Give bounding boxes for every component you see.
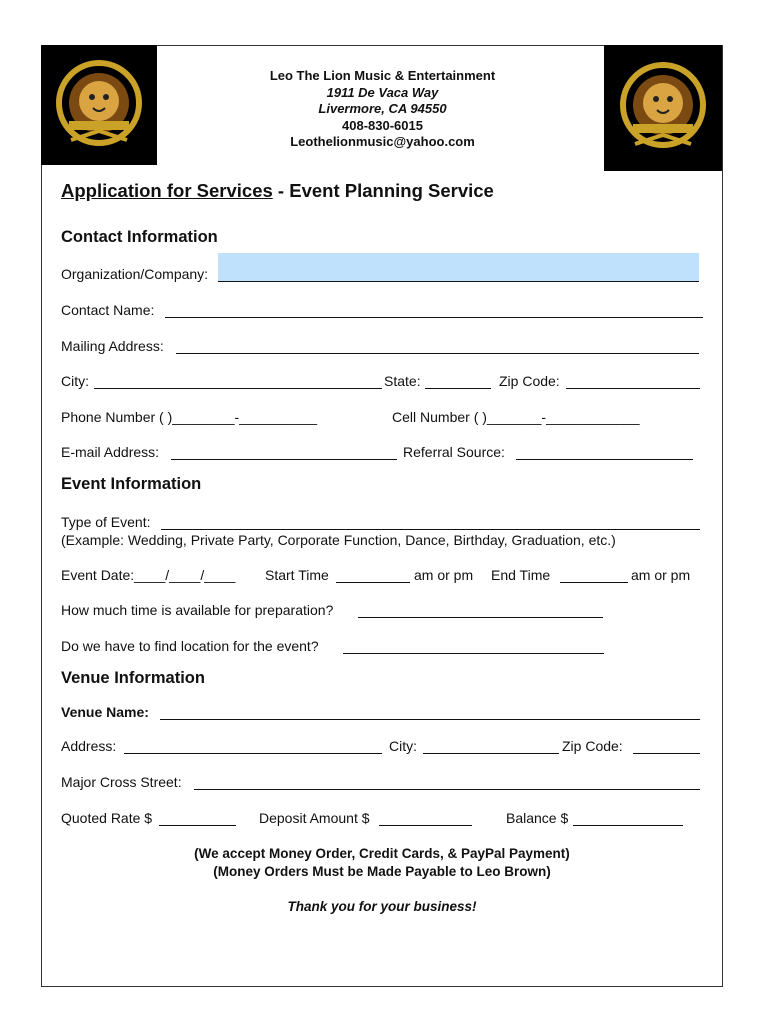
zip-label: Zip Code: <box>499 373 560 389</box>
zip-field[interactable] <box>566 388 700 389</box>
venue-name-field[interactable] <box>160 719 700 720</box>
company-name: Leo The Lion Music & Entertainment <box>269 68 496 83</box>
venue-city-label: City: <box>389 738 417 754</box>
venue-address-label: Address: <box>61 738 117 754</box>
company-city: Livermore, CA 94550 <box>318 101 447 116</box>
payable-note: (Money Orders Must be Made Payable to Leo Brown) <box>213 864 551 879</box>
title-main: Application for Services <box>61 180 273 201</box>
contact-name-label: Contact Name: <box>61 302 155 318</box>
balance-field[interactable] <box>573 825 683 826</box>
page-title <box>61 180 494 202</box>
referral-field[interactable] <box>516 459 693 460</box>
company-street: 1911 De Vaca Way <box>326 84 439 100</box>
mailing-address-label: Mailing Address: <box>61 338 164 354</box>
state-field[interactable] <box>425 388 491 389</box>
cross-street-label: Major Cross Street: <box>61 774 182 790</box>
deposit-label: Deposit Amount $ <box>259 810 370 826</box>
city-field[interactable] <box>94 388 382 389</box>
event-date-field[interactable]: Event Date:____/____/____ <box>61 567 236 583</box>
find-location-label: Do we have to find location for the event? <box>61 638 319 654</box>
venue-zip-label: Zip Code: <box>562 738 623 754</box>
start-time-label: Start Time <box>265 567 329 583</box>
venue-heading: Venue Information <box>61 669 205 687</box>
referral-label: Referral Source: <box>403 444 505 460</box>
thank-you-note: Thank you for your business! <box>287 899 477 914</box>
find-location-field[interactable] <box>343 653 604 654</box>
organization-label: Organization/Company: <box>61 266 209 282</box>
mailing-address-field[interactable] <box>176 353 699 354</box>
end-time-label: End Time <box>491 567 551 583</box>
organization-field-highlight[interactable] <box>218 253 699 281</box>
end-am-pm: am or pm <box>631 567 691 583</box>
venue-zip-field[interactable] <box>633 753 700 754</box>
deposit-field[interactable] <box>379 825 472 826</box>
company-phone: 408-830-6015 <box>342 117 423 133</box>
email-field[interactable] <box>171 459 397 460</box>
quoted-rate-label: Quoted Rate $ <box>61 810 153 826</box>
event-type-example: (Example: Wedding, Private Party, Corporate Function, Dance, Birthday, Graduation, etc.) <box>61 532 616 548</box>
email-label: E-mail Address: <box>61 444 160 460</box>
phone-number-field[interactable]: Phone Number ( )________-__________ <box>61 409 318 425</box>
organization-field[interactable] <box>218 281 699 282</box>
lion-logo-left <box>41 45 157 165</box>
venue-address-field[interactable] <box>124 753 382 754</box>
event-type-label: Type of Event: <box>61 514 151 530</box>
cross-street-field[interactable] <box>194 789 700 790</box>
balance-label: Balance $ <box>506 810 569 826</box>
event-heading: Event Information <box>61 475 202 493</box>
cell-number-field[interactable]: Cell Number ( )_______-____________ <box>392 409 640 425</box>
prep-time-label: How much time is available for preparation? <box>61 602 334 618</box>
title-rest: - Event Planning Service <box>272 180 494 201</box>
contact-name-field[interactable] <box>165 317 703 318</box>
lion-logo-right <box>604 45 722 171</box>
venue-city-field[interactable] <box>423 753 559 754</box>
venue-name-label: Venue Name: <box>61 704 149 720</box>
start-time-field[interactable] <box>336 582 410 583</box>
prep-time-field[interactable] <box>358 617 603 618</box>
quoted-rate-field[interactable] <box>159 825 236 826</box>
start-am-pm: am or pm <box>414 567 474 583</box>
state-label: State: <box>384 373 421 389</box>
end-time-field[interactable] <box>560 582 628 583</box>
event-type-field[interactable] <box>161 529 700 530</box>
company-email: Leothelionmusic@yahoo.com <box>290 134 475 149</box>
contact-heading: Contact Information <box>61 228 218 246</box>
company-header <box>160 68 605 151</box>
payment-note: (We accept Money Order, Credit Cards, & PayPal Payment) <box>194 846 570 861</box>
city-label: City: <box>61 373 89 389</box>
